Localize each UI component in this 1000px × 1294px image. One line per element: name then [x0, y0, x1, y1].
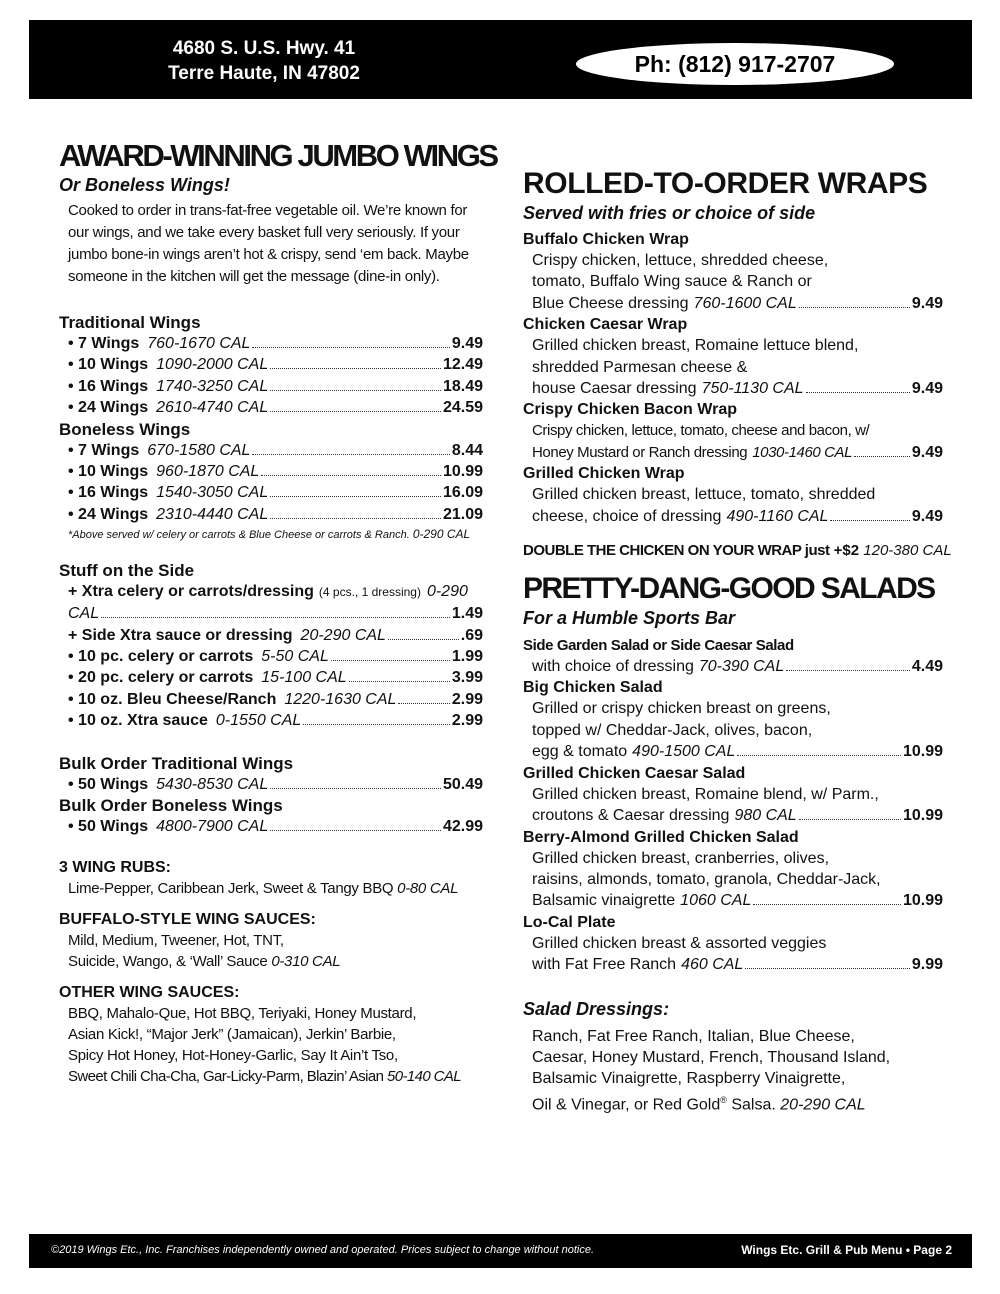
- buffalo-sauces-heading: BUFFALO-STYLE WING SAUCES:: [59, 910, 316, 928]
- dressings-heading: Salad Dressings:: [523, 998, 670, 1019]
- boneless-wings-heading: Boneless Wings: [59, 419, 191, 439]
- menu-item: [59, 710, 483, 731]
- entry-price: 9.49: [911, 380, 943, 398]
- menu-item: [59, 667, 483, 688]
- item-price: 24.59: [442, 399, 483, 417]
- entry-price-line: [523, 442, 943, 463]
- item-cal: 20-290 CAL: [300, 626, 386, 644]
- entry-last-text: cheese, choice of dressing: [532, 507, 722, 525]
- dressings-cal: 20-290 CAL: [780, 1096, 866, 1114]
- boneless-wings-list: [59, 440, 483, 526]
- entry-last-text: Honey Mustard or Ranch dressing: [532, 443, 748, 461]
- entry-price-line: [523, 506, 943, 527]
- leader-dots: [830, 520, 909, 521]
- item-price: 9.49: [451, 335, 483, 352]
- double-price: +$2: [833, 542, 860, 560]
- salads-subtitle: For a Humble Sports Bar: [523, 608, 736, 629]
- item-name: • 16 Wings: [68, 484, 149, 502]
- leader-dots: [388, 639, 459, 640]
- double-text: DOUBLE THE CHICKEN ON YOUR WRAP just: [523, 542, 830, 560]
- other-cal: 50-140 CAL: [386, 1067, 462, 1085]
- left-column: [59, 138, 497, 1087]
- entry-cal: 760-1600 CAL: [693, 294, 797, 312]
- entry-description: topped w/ Cheddar-Jack, olives, bacon,: [532, 721, 813, 739]
- item-price: 10.99: [442, 463, 483, 481]
- leader-dots: [270, 411, 441, 412]
- item-cal: 1540-3050 CAL: [156, 484, 269, 502]
- other-line4: [59, 1066, 483, 1087]
- leader-dots: [349, 681, 450, 682]
- entry-last-text: Blue Cheese dressing: [532, 294, 689, 312]
- entry-description: Grilled chicken breast, Romaine lettuce blend,: [532, 337, 859, 355]
- menu-item: [59, 774, 483, 795]
- entry-last-text: egg & tomato: [532, 743, 628, 761]
- menu-item: [59, 333, 483, 354]
- item-price: 8.44: [451, 441, 483, 459]
- entry-description: Grilled chicken breast, cranberries, olives,: [532, 849, 830, 867]
- entry-price: 4.49: [911, 658, 943, 676]
- buffalo-line2-text: Suicide, Wango, & ‘Wall’ Sauce: [68, 952, 268, 970]
- buffalo-cal: 0-310 CAL: [271, 952, 341, 970]
- wings-subtitle: Or Boneless Wings!: [59, 175, 230, 195]
- buffalo-line1: Mild, Medium, Tweener, Hot, TNT,: [68, 931, 284, 949]
- menu-item: [59, 689, 483, 710]
- menu-item: [59, 816, 483, 837]
- entry-description: shredded Parmesan cheese &: [532, 358, 748, 376]
- entry-cal: 1060 CAL: [680, 892, 752, 910]
- leader-dots: [806, 392, 910, 393]
- right-column: [523, 166, 952, 1115]
- salads-list: [523, 635, 943, 975]
- leader-dots: [270, 518, 441, 519]
- entry-name: Big Chicken Salad: [523, 679, 663, 697]
- entry-price: 10.99: [902, 807, 943, 825]
- registered-mark: ®: [720, 1094, 727, 1105]
- other-line2: Asian Kick!, “Major Jerk” (Jamaican), Jerkin’ Barbie,: [68, 1025, 396, 1043]
- entry-name: Crispy Chicken Bacon Wrap: [523, 401, 737, 419]
- other-line4-text: Sweet Chili Cha-Cha, Gar-Licky-Parm, Blazin’ Asian: [68, 1067, 384, 1085]
- footer-page-label: Wings Etc. Grill & Pub Menu • Page 2: [741, 1243, 952, 1257]
- leader-dots: [270, 496, 441, 497]
- item-name: • 50 Wings: [68, 818, 149, 836]
- menu-entry: [523, 827, 943, 912]
- entry-name: Side Garden Salad or Side Caesar Salad: [523, 637, 794, 655]
- rubs-cal: 0-80 CAL: [397, 879, 459, 897]
- menu-entry: [523, 912, 943, 976]
- footer-copyright: ©2019 Wings Etc., Inc. Franchises independently owned and operated. Prices subject to change without notice.: [51, 1244, 595, 1256]
- leader-dots: [270, 390, 441, 391]
- wings-note-cal: 0-290 CAL: [412, 527, 471, 542]
- entry-price-line: [523, 656, 943, 677]
- item-price: 12.49: [442, 356, 483, 374]
- menu-entry: [523, 314, 943, 399]
- entry-name: Grilled Chicken Caesar Salad: [523, 764, 746, 782]
- other-line1: BBQ, Mahalo-Que, Hot BBQ, Teriyaki, Honey Mustard,: [68, 1004, 417, 1022]
- leader-dots: [101, 617, 450, 618]
- bulk-traditional-heading: Bulk Order Traditional Wings: [59, 753, 294, 773]
- entry-price-line: [523, 378, 943, 399]
- entry-cal: 460 CAL: [681, 956, 744, 974]
- item-price: 1.99: [451, 648, 483, 666]
- entry-price-line: [523, 741, 943, 762]
- item-cal: 1740-3250 CAL: [156, 377, 269, 395]
- item-cal: 15-100 CAL: [261, 669, 347, 687]
- leader-dots: [745, 968, 910, 969]
- menu-entry: [523, 763, 943, 827]
- item-name: • 24 Wings: [68, 399, 149, 417]
- address-line2: Terre Haute, IN 47802: [168, 63, 360, 84]
- dressings-line4: [523, 1090, 943, 1116]
- entry-cal: 490-1500 CAL: [632, 743, 736, 761]
- entry-price: 9.99: [911, 956, 943, 974]
- item-name: • 10 oz. Xtra sauce: [68, 712, 208, 730]
- entry-description: raisins, almonds, tomato, granola, Cheddar-Jack,: [532, 870, 881, 888]
- menu-item: [59, 354, 483, 375]
- leader-dots: [786, 670, 910, 671]
- dressings-line1: Ranch, Fat Free Ranch, Italian, Blue Cheese,: [532, 1027, 855, 1045]
- entry-price: 9.49: [911, 507, 943, 525]
- item-name: + Xtra celery or carrots/dressing: [68, 583, 314, 601]
- double-chicken-note: [523, 541, 952, 561]
- leader-dots: [331, 660, 450, 661]
- item-name: • 7 Wings: [68, 441, 140, 459]
- side-list: [59, 625, 483, 732]
- item-price: 21.09: [442, 505, 483, 523]
- item-price: 2.99: [451, 712, 483, 730]
- menu-item: [59, 603, 483, 624]
- menu-item: [59, 376, 483, 397]
- dressings-line3: Balsamic Vinaigrette, Raspberry Vinaigrette,: [532, 1070, 846, 1088]
- entry-description: Grilled chicken breast, lettuce, tomato, shredded: [532, 486, 876, 504]
- item-cal: 2310-4440 CAL: [156, 505, 269, 523]
- item-cal: 4800-7900 CAL: [156, 818, 269, 836]
- entry-price-line: [523, 805, 943, 826]
- entry-description: Grilled chicken breast, Romaine blend, w/ Parm.,: [532, 785, 879, 803]
- item-cal: 1090-2000 CAL: [156, 356, 269, 374]
- leader-dots: [270, 368, 441, 369]
- entry-price-line: [523, 890, 943, 911]
- entry-description: Grilled or crispy chicken breast on greens,: [532, 700, 831, 718]
- wraps-subtitle: Served with fries or choice of side: [523, 203, 816, 223]
- item-cal: 0-1550 CAL: [215, 712, 302, 730]
- item-price: 42.99: [442, 818, 483, 836]
- menu-item: [59, 482, 483, 503]
- item-price: 16.09: [442, 484, 483, 502]
- double-cal: 120-380 CAL: [863, 542, 952, 560]
- menu-item: [59, 397, 483, 418]
- wings-note-text: *Above served w/ celery or carrots & Blue Cheese or carrots & Ranch.: [68, 529, 410, 542]
- menu-entry: [523, 463, 943, 527]
- item-name: • 24 Wings: [68, 505, 149, 523]
- entry-last-text: with Fat Free Ranch: [532, 956, 677, 974]
- phone-number[interactable]: Ph: (812) 917-2707: [576, 43, 894, 85]
- item-name: • 7 Wings: [68, 335, 140, 352]
- wings-note: [59, 525, 483, 544]
- leader-dots: [737, 755, 901, 756]
- leader-dots: [799, 307, 910, 308]
- rubs-text: [59, 878, 483, 899]
- traditional-wings-list: [59, 333, 483, 419]
- dressings-line4-end: Salsa.: [726, 1096, 776, 1114]
- address-line1: 4680 S. U.S. Hwy. 41: [172, 38, 356, 59]
- item-detail: (4 pcs., 1 dressing): [318, 585, 421, 600]
- leader-dots: [854, 456, 910, 457]
- entry-price: 9.49: [911, 294, 943, 312]
- entry-name: Berry-Almond Grilled Chicken Salad: [523, 828, 799, 846]
- item-price: 2.99: [451, 690, 483, 708]
- item-price: .69: [460, 626, 483, 644]
- item-cal: 5-50 CAL: [261, 648, 329, 666]
- item-name: • 16 Wings: [68, 377, 149, 395]
- entry-name: Chicken Caesar Wrap: [523, 316, 688, 334]
- entry-price: 10.99: [902, 892, 943, 910]
- item-price: 3.99: [451, 669, 483, 687]
- entry-last-text: house Caesar dressing: [532, 380, 697, 398]
- other-sauces-heading: OTHER WING SAUCES:: [59, 983, 240, 1001]
- menu-item: [59, 504, 483, 525]
- item-name: + Side Xtra sauce or dressing: [68, 626, 293, 644]
- entry-price: 9.49: [911, 443, 943, 461]
- entry-name: Buffalo Chicken Wrap: [523, 231, 689, 248]
- entry-name: Lo-Cal Plate: [523, 913, 616, 931]
- rubs-heading: 3 WING RUBS:: [59, 858, 171, 876]
- menu-item: [59, 440, 483, 461]
- leader-dots: [252, 347, 449, 348]
- menu-item: [59, 646, 483, 667]
- menu-entry: [523, 677, 943, 762]
- leader-dots: [261, 475, 441, 476]
- side-heading: Stuff on the Side: [59, 561, 195, 581]
- leader-dots: [398, 703, 449, 704]
- leader-dots: [252, 454, 449, 455]
- item-cal: 760-1670 CAL: [147, 335, 251, 352]
- footer-bar: [29, 1234, 972, 1268]
- entry-last-text: croutons & Caesar dressing: [532, 807, 730, 825]
- wraps-list: [523, 229, 943, 527]
- item-name: • 20 pc. celery or carrots: [68, 669, 254, 687]
- leader-dots: [270, 830, 441, 831]
- item-cal: CAL: [68, 605, 100, 623]
- leader-dots: [303, 724, 450, 725]
- item-cal: 0-290: [426, 583, 468, 601]
- entry-cal: 1030-1460 CAL: [752, 443, 853, 461]
- menu-entry: [523, 399, 943, 463]
- salads-title: PRETTY-DANG-GOOD SALADS: [523, 572, 935, 606]
- entry-price: 10.99: [902, 743, 943, 761]
- entry-description: Crispy chicken, lettuce, shredded cheese,: [532, 252, 829, 269]
- entry-price-line: [523, 954, 943, 975]
- entry-cal: 750-1130 CAL: [701, 380, 804, 398]
- dressings-line4-text: Oil & Vinegar, or Red Gold: [532, 1096, 721, 1114]
- leader-dots: [270, 788, 441, 789]
- header-bar: [29, 20, 972, 99]
- rubs-list: Lime-Pepper, Caribbean Jerk, Sweet & Tangy BBQ: [68, 879, 394, 897]
- entry-description: Crispy chicken, lettuce, tomato, cheese and bacon, w/: [532, 422, 870, 440]
- menu-item: [59, 461, 483, 482]
- menu-entry: [523, 229, 943, 314]
- item-cal: 670-1580 CAL: [147, 441, 251, 459]
- menu-item: [59, 581, 483, 603]
- item-price: 18.49: [442, 377, 483, 395]
- item-name: • 10 Wings: [68, 463, 149, 481]
- entry-cal: 490-1160 CAL: [726, 507, 829, 525]
- traditional-wings-heading: Traditional Wings: [59, 313, 201, 332]
- dressings-line2: Caesar, Honey Mustard, French, Thousand Island,: [532, 1048, 891, 1066]
- entry-price-line: [523, 293, 943, 314]
- entry-description: Grilled chicken breast & assorted veggies: [532, 934, 827, 952]
- item-price: 50.49: [442, 775, 483, 793]
- address: [149, 36, 379, 86]
- other-line3: Spicy Hot Honey, Hot-Honey-Garlic, Say It Ain’t Tso,: [68, 1046, 398, 1064]
- entry-last-text: Balsamic vinaigrette: [532, 892, 676, 910]
- entry-cal: 70-390 CAL: [698, 658, 785, 676]
- wraps-title: ROLLED-TO-ORDER WRAPS: [523, 167, 928, 200]
- item-cal: 5430-8530 CAL: [156, 775, 269, 793]
- leader-dots: [753, 904, 901, 905]
- entry-cal: 980 CAL: [734, 807, 797, 825]
- entry-name: Grilled Chicken Wrap: [523, 465, 685, 483]
- entry-description: tomato, Buffalo Wing sauce & Ranch or: [532, 273, 812, 291]
- entry-last-text: with choice of dressing: [532, 658, 694, 676]
- item-cal: 1220-1630 CAL: [284, 690, 397, 708]
- item-name: • 10 pc. celery or carrots: [68, 648, 254, 666]
- menu-item: [59, 625, 483, 646]
- item-price: 1.49: [451, 605, 483, 623]
- wings-title: AWARD-WINNING JUMBO WINGS: [59, 138, 497, 173]
- item-cal: 960-1870 CAL: [156, 463, 260, 481]
- item-name: • 10 oz. Bleu Cheese/Ranch: [68, 690, 277, 708]
- buffalo-line2: [59, 951, 483, 972]
- menu-entry: [523, 635, 943, 677]
- item-name: • 50 Wings: [68, 775, 149, 793]
- leader-dots: [799, 819, 901, 820]
- item-name: • 10 Wings: [68, 356, 149, 374]
- item-cal: 2610-4740 CAL: [156, 399, 269, 417]
- wings-description: Cooked to order in trans-fat-free vegetable oil. We’re known for our wings, and we take every basket full very seriously. If your jumbo bone-in wings aren’t hot & crispy, send ‘em back. Maybe someone in the kitchen will get the message (dine-in only).: [68, 202, 469, 285]
- bulk-boneless-heading: Bulk Order Boneless Wings: [59, 796, 283, 816]
